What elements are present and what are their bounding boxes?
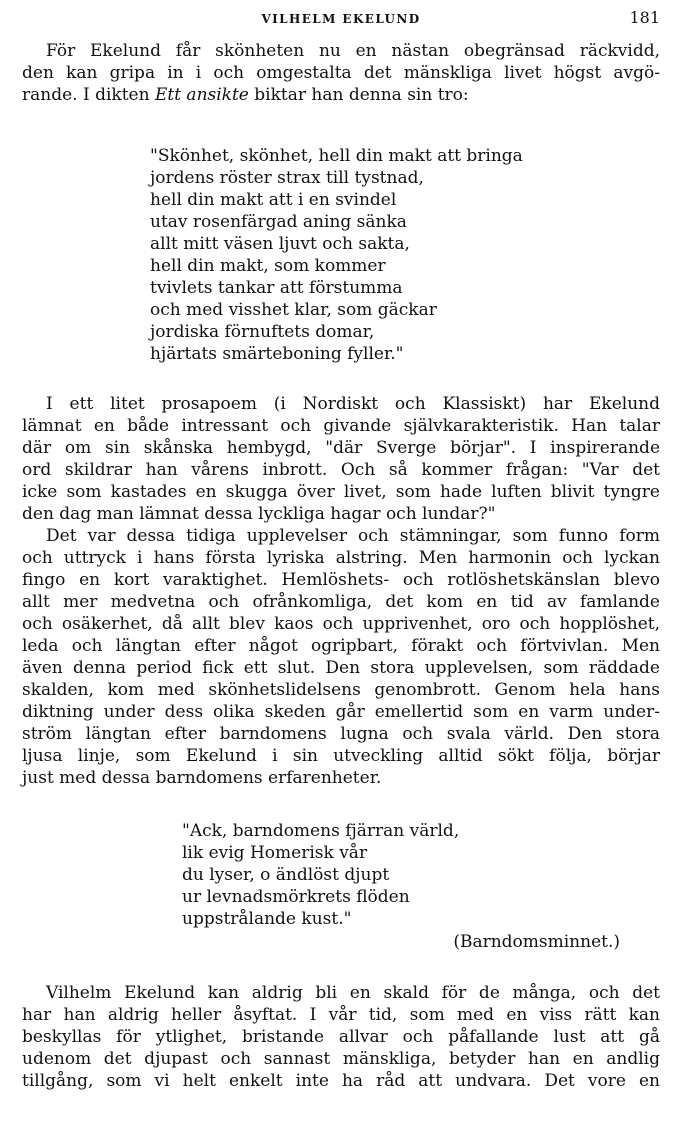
- text-line: och uttryck i hans första lyriska alstring. Men harmonin och lyckan: [22, 548, 660, 568]
- verse-line: tvivlets tankar att förstumma: [150, 278, 403, 298]
- verse-line: uppstrålande kust.": [182, 909, 352, 929]
- verse-line: hell din makt att i en svindel: [150, 190, 397, 210]
- verse-line: hell din makt, som kommer: [150, 256, 386, 276]
- text-line: För Ekelund får skönheten nu en nästan obegränsad räckvidd,: [46, 41, 660, 61]
- verse-line: du lyser, o ändlöst djupt: [182, 865, 390, 885]
- poem-title: Ett ansikte: [154, 85, 249, 105]
- text-line: udenom det djupast och sannast mänskliga, betyder han en andlig: [22, 1049, 660, 1069]
- paragraph-prosapoem: [22, 393, 660, 525]
- poem-skonhet: [150, 145, 523, 365]
- text-line: diktning under dess olika skeden går emellertid som en varm under-: [22, 702, 660, 722]
- verse-line: jordens röster strax till tystnad,: [150, 168, 424, 188]
- verse-line: lik evig Homerisk vår: [182, 843, 368, 863]
- text-line: beskyllas för ytlighet, bristande allvar och påfallande lust att gå: [22, 1027, 660, 1047]
- verse-line: och med visshet klar, som gäckar: [150, 300, 437, 320]
- text-line: tillgång, som vi helt enkelt inte ha råd att undvara. Det vore en: [22, 1071, 660, 1091]
- text-line: även denna period fick ett slut. Den stora upplevelsen, som räddade: [22, 658, 660, 678]
- page-number: 181: [629, 8, 660, 27]
- verse-line: "Skönhet, skönhet, hell din makt att bringa: [150, 146, 523, 166]
- text-line: skalden, kom med skönhetslidelsens genombrott. Genom hela hans: [22, 680, 660, 700]
- text-line: rande. I dikten Ett ansikte biktar han denna sin tro:: [22, 85, 469, 105]
- text-line: ljusa linje, som Ekelund i sin utveckling alltid sökt följa, börjar: [22, 746, 660, 766]
- text-line: Vilhelm Ekelund kan aldrig bli en skald för de många, och det: [46, 983, 660, 1003]
- text-line: fingo en kort varaktighet. Hemlöshets- och rotlöshetskänslan blevo: [22, 570, 660, 590]
- text-line: Det var dessa tidiga upplevelser och stämningar, som funno form: [46, 526, 660, 546]
- paragraph-ekelund-skald: [22, 982, 660, 1092]
- verse-line: "Ack, barndomens fjärran värld,: [182, 821, 460, 841]
- verse-line: allt mitt väsen ljuvt och sakta,: [150, 234, 410, 254]
- text-line: där om sin skånska hembygd, "där Sverge börjar". I inspirerande: [22, 438, 660, 458]
- poem-attribution: (Barndomsminnet.): [453, 932, 620, 952]
- text-line: ord skildrar han vårens inbrott. Och så kommer frågan: "Var det: [22, 460, 660, 480]
- verse-line: jordiska förnuftets domar,: [150, 322, 375, 342]
- text-line: har han aldrig heller åsyftat. I vår tid, som med en viss rätt kan: [22, 1005, 660, 1025]
- running-head: VILHELM EKELUND: [261, 12, 421, 26]
- text-line: den kan gripa in i och omgestalta det mänskliga livet högst avgö-: [22, 63, 660, 83]
- paragraph-upplevelser: [22, 525, 660, 789]
- text-line: icke som kastades en skugga över livet, som hade luften blivit tyngre: [22, 482, 660, 502]
- text-line: I ett litet prosapoem (i Nordiskt och Klassiskt) har Ekelund: [46, 394, 660, 414]
- text-line: den dag man lämnat dessa lyckliga hagar och lundar?": [22, 504, 496, 524]
- text-line: allt mer medvetna och ofrånkomliga, det kom en tid av famlande: [22, 592, 660, 612]
- page-header: [22, 8, 660, 32]
- text-line: just med dessa barndomens erfarenheter.: [22, 768, 382, 788]
- verse-line: utav rosenfärgad aning sänka: [150, 212, 407, 232]
- verse-line: hjärtats smärteboning fyller.": [150, 344, 404, 364]
- paragraph-intro: [22, 40, 660, 106]
- text-line: leda och längtan efter något ogripbart, förakt och förtvivlan. Men: [22, 636, 660, 656]
- text-line: och osäkerhet, då allt blev kaos och upprivenhet, oro och hopplöshet,: [22, 614, 660, 634]
- poem-barndomsminnet: [182, 820, 459, 930]
- verse-line: ur levnadsmörkrets flöden: [182, 887, 410, 907]
- text-line: ström längtan efter barndomens lugna och svala värld. Den stora: [22, 724, 660, 744]
- text-line: lämnat en både intressant och givande självkarakteristik. Han talar: [22, 416, 660, 436]
